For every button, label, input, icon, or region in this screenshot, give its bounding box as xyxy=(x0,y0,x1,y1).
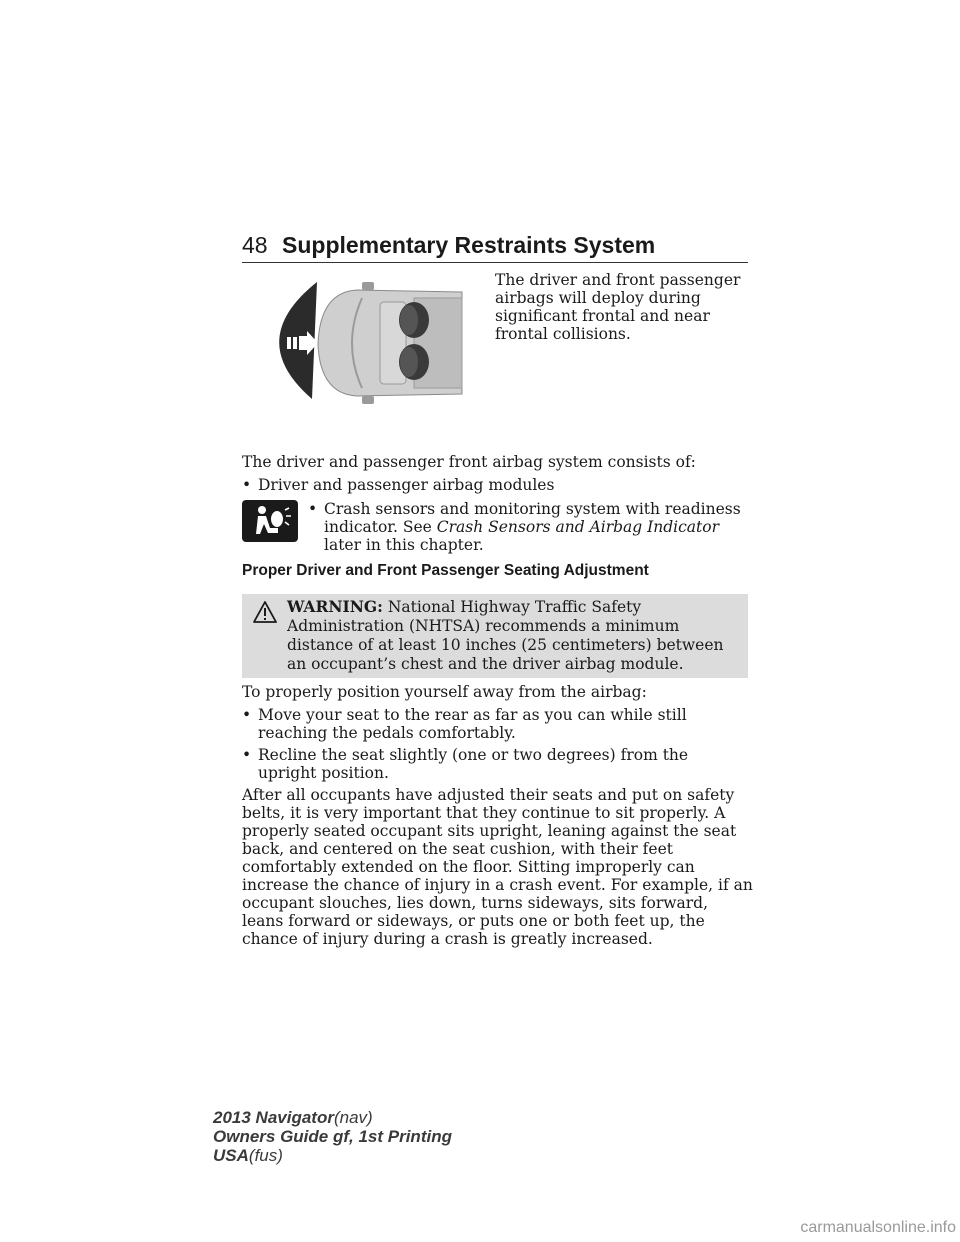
system-intro: The driver and passenger front airbag system consists of: xyxy=(242,453,696,471)
footer-model-code: (nav) xyxy=(333,1108,373,1127)
footer-market-code: (fus) xyxy=(248,1146,283,1165)
footer-model: 2013 Navigator xyxy=(213,1108,334,1127)
warning-body: National Highway Traffic Safety Administration (NHTSA) recommends a minimum distance of at least 10 inches (25 centimeters) between an occupant’s chest and the driver airbag module. xyxy=(287,598,724,673)
passenger-airbag-shape xyxy=(399,344,429,380)
component-text: Driver and passenger airbag modules xyxy=(258,476,555,494)
position-step-text: Recline the seat slightly (one or two degrees) from the upright position. xyxy=(258,746,689,782)
footer-market: USA xyxy=(213,1146,249,1165)
driver-airbag-shape xyxy=(399,302,429,338)
warning-label: WARNING: xyxy=(287,597,383,616)
page-number: 48 xyxy=(242,232,268,258)
position-intro: To properly position yourself away from the airbag: xyxy=(242,683,647,701)
left-mirror-shape xyxy=(362,282,374,290)
airbag-warning-light-icon xyxy=(242,500,298,542)
intro-paragraph: The driver and front passenger airbags will deploy during significant frontal and near frontal collisions. xyxy=(495,271,741,343)
page-header xyxy=(242,228,748,264)
document-footer xyxy=(213,1108,452,1165)
section-title: Supplementary Restraints System xyxy=(282,232,656,258)
component-item: • Driver and passenger airbag modules xyxy=(242,476,762,494)
right-mirror-shape xyxy=(362,396,374,404)
airbag-deployment-illustration xyxy=(262,276,472,408)
position-step: • Recline the seat slightly (one or two degrees) from the upright position. xyxy=(242,746,748,782)
watermark: carmanualsonline.info xyxy=(800,1219,956,1236)
position-step: • Move your seat to the rear as far as you can while still reaching the pedals comfortably. xyxy=(242,706,748,742)
footer-guide: Owners Guide gf, 1st Printing xyxy=(213,1127,452,1146)
header-rule xyxy=(242,262,748,263)
section-heading: Proper Driver and Front Passenger Seating Adjustment xyxy=(242,562,649,579)
component-text: Crash sensors and monitoring system with readiness indicator. See Crash Sensors and Airbag Indicator later in this chapter. xyxy=(324,500,741,554)
cross-reference-link[interactable]: Crash Sensors and Airbag Indicator xyxy=(436,518,720,536)
position-step-text: Move your seat to the rear as far as you can while still reaching the pedals comfortably. xyxy=(258,706,687,742)
closing-paragraph: After all occupants have adjusted their seats and put on safety belts, it is very important that they continue to sit properly. A properly seated occupant sits upright, leaning against the seat back, and centered on the seat cushion, with their feet comfortably extended on the floor. Sitting improperly can increase the chance of injury in a crash event. For example, if an occupant slouches, lies down, turns sideways, sits forward, leans forward or sideways, or puts one or both feet up, the chance of injury during a crash is greatly increased. xyxy=(242,786,753,948)
warning-text xyxy=(250,597,740,674)
component-item: • Crash sensors and monitoring system with readiness indicator. See Crash Sensors and Airbag Indicator later in this chapter. xyxy=(308,500,748,554)
